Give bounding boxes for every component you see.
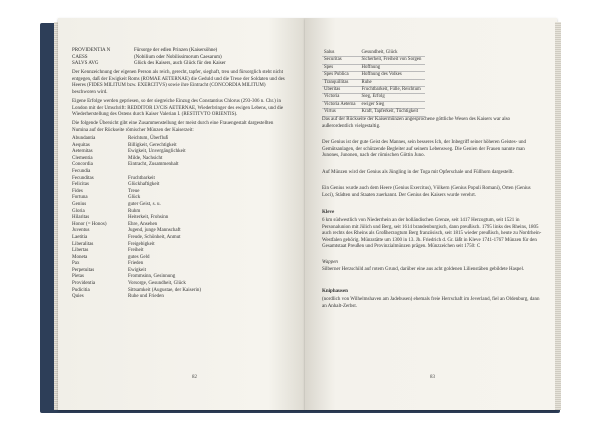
- numen-name: Fecunditas: [72, 175, 94, 181]
- numen-meaning: Hoffnung: [360, 64, 426, 71]
- numen-row: [322, 64, 425, 71]
- numen-row: [72, 235, 201, 242]
- numen-meaning: Hoffnung des Volkes: [360, 72, 426, 79]
- numen-name: Honor (= Honos): [72, 221, 107, 227]
- numen-row: [322, 72, 425, 79]
- numen-row: [72, 255, 201, 262]
- numen-meaning: guter Geist, s. u.: [128, 201, 161, 207]
- numen-meaning: Kraft, Tapferkeit, Tüchtigkeit: [360, 109, 426, 116]
- heading-line: SALVS AVG: [72, 61, 99, 67]
- numen-row: [72, 281, 201, 288]
- numen-name: Victoria Aeterna: [322, 101, 360, 108]
- numen-meaning: Gesundheit, Glück: [360, 50, 426, 57]
- left-numina-list: [72, 136, 201, 301]
- numen-meaning: Ewigkeit, Unvergänglichkeit: [128, 149, 186, 155]
- numen-name: Fides: [72, 188, 83, 194]
- left-paragraph-1: Der Kennzeichnung der eigenen Person als reich, gerecht, tapfer, sieghaft, treu und fürsorglich steht nicht entgegen, daß der Ewigkeit Roms (ROMAE AETERNAE) die Geduld und die Treue der Soldaten und des Heeres (FIDES MILITUM bzw. EXERCITVS) sowie ihre Eintracht (CONCORDIA MILITUM) beschworen wird.: [72, 70, 285, 95]
- numen-row: [72, 156, 201, 163]
- numen-meaning: Freiheit: [128, 248, 144, 254]
- numen-row: [72, 195, 201, 202]
- right-numina-table: [322, 50, 425, 117]
- numen-name: Aeternitas: [72, 149, 93, 155]
- numen-name: Aequitas: [72, 142, 90, 148]
- numen-row: [72, 202, 201, 209]
- numen-name: Quies: [72, 294, 84, 300]
- numen-name: Providentia: [72, 281, 96, 287]
- right-paragraph-1: Das auf der Rückseite der Kaisermünzen angesprochene göttliche Wesen des Kaisers war also außerordentlich vielgestaltig.: [322, 117, 511, 129]
- left-paragraph-2: Eigene Erfolge werden gepriesen, so der siegreiche Einzug des Constantius Chlorus (293-306 n. Chr.) in London mit der Umschrift: REDDITOR LVCIS AETERNAE, Wiederbringer des ewigen Lebens, und die Wiederherstellung des Ostens durch Kaiser Valerian I. (RESTITVTO ORIENTIS).: [72, 99, 284, 118]
- numen-row: [72, 268, 201, 275]
- numen-row: [72, 176, 201, 183]
- numen-meaning: Eintracht, Zusammenhalt: [128, 162, 179, 168]
- numen-name: Gloria: [72, 208, 85, 214]
- numen-name: Virtus: [322, 109, 360, 116]
- numen-row: [72, 294, 201, 301]
- numen-row: [322, 50, 425, 57]
- numen-name: Felicitas: [72, 182, 89, 188]
- numen-row: [72, 162, 201, 169]
- numen-name: Securitas: [322, 57, 360, 64]
- numen-row: [72, 143, 201, 150]
- numen-row: [322, 109, 425, 116]
- left-paragraph-3: Die folgende Übersicht gibt eine Zusammenstellung der meist durch eine Frauengestalt dargestellten Numina auf der Rückseite römischer Münzen der Kaiserzeit:: [72, 121, 274, 133]
- numen-row: [72, 209, 201, 216]
- numen-name: Libertas: [72, 248, 89, 254]
- numen-row: [72, 242, 201, 249]
- numen-meaning: Vorsorge, Gesundheit, Glück: [128, 281, 186, 287]
- numen-meaning: Ruhe und Frieden: [128, 294, 164, 300]
- right-page-number: 83: [430, 375, 435, 380]
- numen-meaning: Fruchtbarkeit, Fülle, Reichtum: [360, 87, 426, 94]
- right-paragraph-4: Ein Genius wurde auch dem Heere (Genius Exercitus), Völkern (Genius Populi Romani), Orten (Genius Loci), Städten und Staaten zuerkannt. Der Genius des Kaisers wurde verehrt.: [322, 186, 531, 198]
- numen-name: Abundantia: [72, 136, 96, 141]
- numen-name: Uberitas: [322, 87, 360, 94]
- numen-meaning: Sieg, Erfolg: [360, 94, 426, 101]
- numen-meaning: Frommsinn, Gesinnung: [128, 274, 176, 280]
- right-paragraph-2: Der Genius ist der gute Geist des Mannes, sein besseres Ich, der Inbegriff seiner höheren Geistes- und Gemütsanlagen, der schützende Begleiter auf seinem Lebensweg. Die Genien der Frauen nannte man Junones, Junonen, nach der römischen Göttin Juno.: [322, 140, 527, 159]
- numen-meaning: Glückhaftigkeit: [128, 182, 160, 188]
- numen-meaning: Sicherheit, Freiheit von Sorgen: [360, 57, 426, 64]
- numen-row: [72, 288, 201, 295]
- numen-name: Pax: [72, 261, 80, 267]
- numen-meaning: Freigebigkeit: [128, 241, 155, 247]
- numen-meaning: Heiterkeit, Frohsinn: [128, 215, 169, 221]
- numen-name: Hilaritas: [72, 215, 90, 221]
- numen-name: Salus: [322, 50, 360, 57]
- numen-row: [72, 222, 201, 229]
- numen-meaning: Freude, Schönheit, Anmut: [128, 234, 181, 240]
- numen-row: [322, 87, 425, 94]
- numen-name: Spes Publica: [322, 72, 360, 79]
- numen-meaning: Billigkeit, Gerechtigkeit: [128, 142, 177, 148]
- heading-meaning: (Nobilium oder Nobilissimorum Caesarum): [134, 54, 222, 60]
- numen-name: Genius: [72, 201, 87, 207]
- wappen-text: Silberner Herzschild auf rotem Grund, darüber eine aus acht goldenen Lilienstäben gebildete Haspel.: [322, 267, 525, 272]
- right-page-edges: [555, 22, 561, 410]
- numen-row: [72, 149, 201, 156]
- kniphausen-text: (nordlich von Wilhelmshaven am Jadebusen) ehemals freie Herrschaft im Jeverland, fiel an Oldenburg, dann an Anhalt-Zerbst.: [322, 297, 540, 309]
- numen-row: [322, 94, 425, 101]
- numen-meaning: Fruchtbarkeit: [128, 175, 155, 181]
- numen-name: Juventus: [72, 228, 90, 234]
- numen-name: Tranquillitas: [322, 79, 360, 86]
- numen-meaning: Ehre, Ansehen: [128, 221, 158, 227]
- numen-meaning: Reichtum, Überfluß: [128, 136, 168, 141]
- numen-name: Perpetuitas: [72, 267, 95, 273]
- numen-row: [72, 261, 201, 268]
- numen-row: [72, 169, 201, 176]
- numen-row: [72, 189, 201, 196]
- numen-meaning: Jugend, junge Mannschaft: [128, 228, 181, 234]
- numen-meaning: Milde, Nachsicht: [128, 155, 163, 161]
- numen-row: [322, 79, 425, 86]
- numen-row: [322, 57, 425, 64]
- heading-line: PROVIDENTIA N: [72, 48, 111, 53]
- numen-row: [72, 215, 201, 222]
- left-heading: [72, 48, 226, 68]
- numen-meaning: Glück: [128, 195, 141, 201]
- numen-name: Laetitia: [72, 234, 88, 240]
- wappen-label: Wappen: [322, 260, 338, 265]
- numen-name: Moneta: [72, 254, 88, 260]
- numen-row: [322, 101, 425, 108]
- numen-meaning: Ruhe: [360, 79, 426, 86]
- kniphausen-title: Kniphausen: [322, 289, 348, 294]
- numen-meaning: Sittsamkeit (Augustae, der Kaiserin): [128, 287, 202, 293]
- numen-meaning: ewiger Sieg: [360, 101, 426, 108]
- heading-line: CAESS: [72, 54, 88, 60]
- heading-meaning: Glück des Kaisers, auch Glück für den Kaiser: [134, 61, 226, 67]
- right-paragraph-3: Auf Münzen wird der Genius als Jüngling in der Toga mit Opferschale und Füllhorn dargestellt.: [322, 170, 514, 175]
- numen-row: [72, 274, 201, 281]
- numen-name: Victoria: [322, 94, 360, 101]
- numen-name: Clementia: [72, 155, 93, 161]
- heading-meaning: Fürsorge der edlen Prinzen (Kaisersöhne): [134, 48, 218, 53]
- numen-meaning: gutes Geld: [128, 254, 150, 260]
- numen-row: [72, 136, 201, 143]
- numen-meaning: Ruhm: [128, 208, 141, 214]
- numen-row: [72, 182, 201, 189]
- numen-name: Pietas: [72, 274, 84, 280]
- numen-name: Pudicitia: [72, 287, 90, 293]
- numen-row: [72, 248, 201, 255]
- numen-name: Concordia: [72, 162, 93, 168]
- left-page-number: 82: [192, 375, 197, 380]
- numen-name: Fecundia: [72, 168, 91, 174]
- kleve-title: Kleve: [322, 210, 335, 215]
- kleve-text: 6 km südwestlich von Niederrhein an der holländischen Grenze, seit 1417 Herzogtum, seit 1521 in Personalunion mit Jülich und Berg, seit 1614 brandenburgisch, dann preußisch. 1795 links des Rheins, 1805 auch rechts des Rheins als Großherzogtum Berg französisch, seit 1815 wieder preußisch, heute zu Nordrhein-Westfalen gehörig. Münzstätte um 1300 in 13. Jh. Friedrich d. Gr. läßt in Kleve 1741-1767 Münzen für den Gesamtstaat Preußen und Provinzialmünzen prägen. Münzzeichen seit 1750: C: [322, 218, 542, 250]
- numen-name: Fortuna: [72, 195, 88, 201]
- numen-name: Spes: [322, 64, 360, 71]
- numen-row: [72, 228, 201, 235]
- numen-meaning: Treue: [128, 188, 140, 194]
- numen-name: Liberalitas: [72, 241, 94, 247]
- numen-meaning: Frieden: [128, 261, 144, 267]
- numen-meaning: Ewigkeit: [128, 267, 147, 273]
